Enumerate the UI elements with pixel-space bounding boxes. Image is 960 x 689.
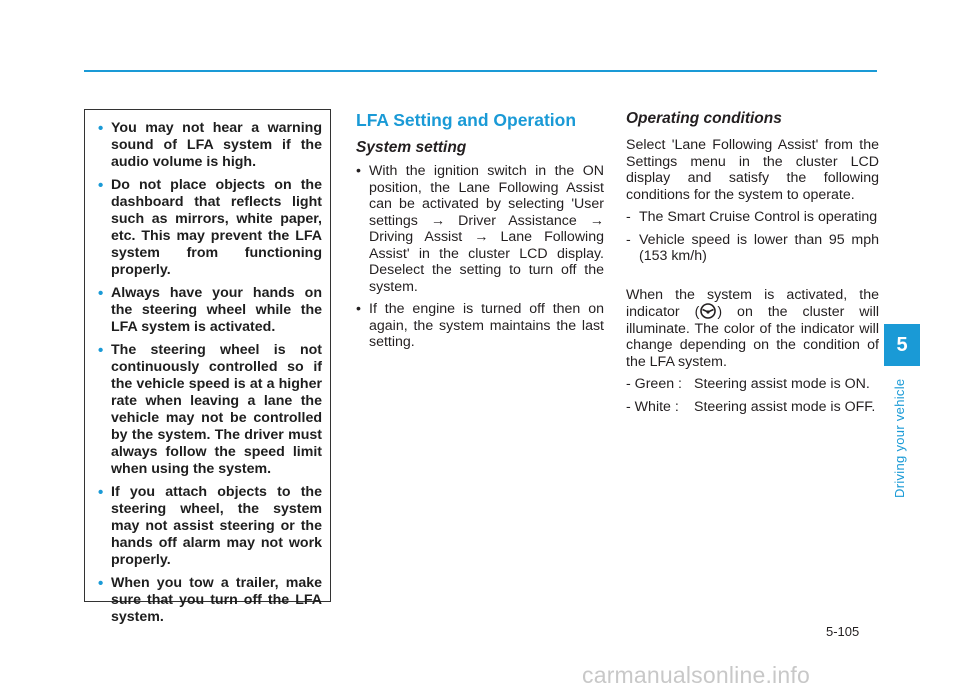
section-title: LFA Setting and Operation: [356, 110, 577, 130]
warning-item: • Do not place objects on the dashboard that reflects light such as mirrors, white paper, etc. This may prevent the LFA system from functioning properly.: [98, 177, 322, 278]
lfa-steering-wheel-icon: [700, 303, 716, 319]
setting-bullet: • If the engine is turned off then on again, the system maintains the last setting.: [356, 301, 604, 350]
bullet-dot-icon: •: [98, 120, 104, 137]
page-number: 5-105: [826, 624, 860, 639]
lfa-setting-section: [356, 110, 604, 357]
warning-list: [95, 120, 322, 626]
warning-item: • If you attach objects to the steering wheel, the system may not assist steering or the hands off alarm may not work properly.: [98, 484, 322, 568]
condition-item: - Vehicle speed is lower than 95 mph (153 km/h): [626, 231, 879, 264]
chapter-tab: 5: [884, 324, 920, 366]
bullet-dot-icon: •: [98, 575, 104, 592]
indicator-paragraph: When the system is activated, the indicator ( ) on the cluster will illuminate. The color of the indicator will change depending on the condition of the LFA system.: [626, 286, 880, 370]
header-rule: [84, 70, 877, 72]
chapter-label: Driving your vehicle: [892, 378, 907, 498]
warning-item: • You may not hear a warning sound of LFA system if the audio volume is high.: [98, 120, 322, 170]
operating-conditions-section: [626, 110, 879, 415]
bullet-dot-icon: •: [98, 484, 104, 501]
operating-intro: Select 'Lane Following Assist' from the Settings menu in the cluster LCD display and satisfy the following conditions for the system to operate.: [626, 137, 879, 203]
system-setting-heading: System setting: [356, 139, 467, 156]
condition-item: - The Smart Cruise Control is operating: [626, 209, 878, 225]
bullet-dot-icon: •: [98, 285, 104, 302]
bullet-dot-icon: •: [98, 177, 104, 194]
warning-item: • When you tow a trailer, make sure that you turn off the LFA system.: [98, 575, 322, 625]
warning-box: [84, 109, 331, 625]
warning-item: • The steering wheel is not continuously controlled so if the vehicle speed is at a higher rate when leaving a lane the vehicle may not be controlled by the system. The driver must always follow the speed limit when using the system.: [98, 342, 322, 477]
operating-conditions-heading: Operating conditions: [626, 110, 782, 127]
warning-item: • Always have your hands on the steering wheel while the LFA system is activated.: [98, 285, 322, 335]
indicator-color-row: - White : Steering assist mode is OFF.: [626, 398, 876, 415]
bullet-dot-icon: •: [98, 342, 104, 359]
setting-bullet: • With the ignition switch in the ON position, the Lane Following Assist can be activated by selecting 'User settings → Driver Assistance → Driving Assist → Lane Following Assist' in the cluster LCD display. Deselect the setting to turn off the system.: [356, 163, 604, 295]
indicator-color-row: - Green : Steering assist mode is ON.: [626, 376, 870, 392]
watermark: carmanualsonline.info: [582, 662, 810, 688]
